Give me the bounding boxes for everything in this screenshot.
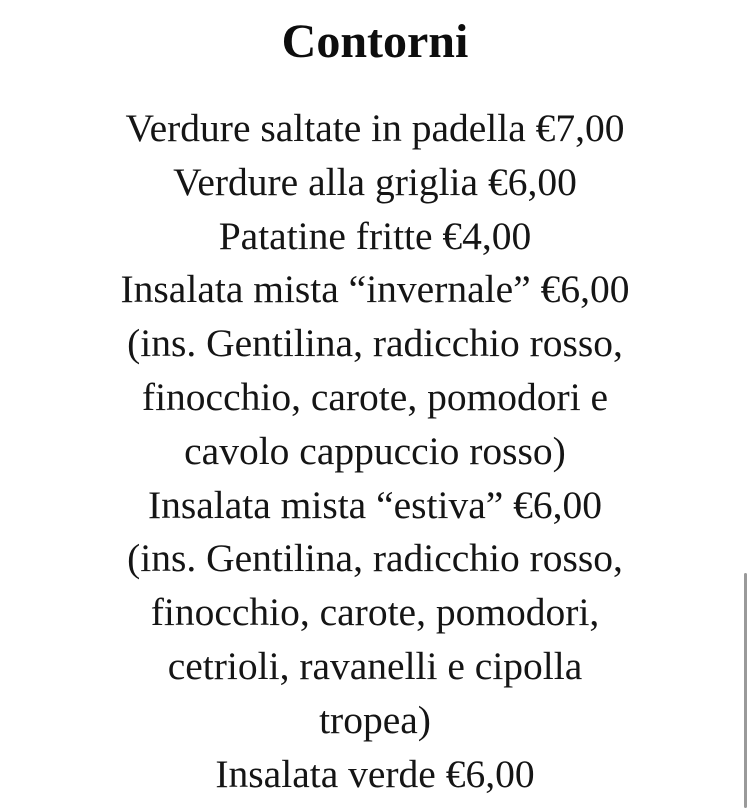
menu-item-insalata-invernale: Insalata mista “invernale” €6,00	[120, 267, 630, 312]
section-title: Contorni	[281, 15, 469, 68]
menu-item-insalata-verde: Insalata verde €6,00	[215, 751, 535, 796]
menu-item-verdure-saltate: Verdure saltate in padella €7,00	[125, 106, 625, 150]
menu-item-verdure-griglia: Verdure alla griglia €6,00	[173, 159, 577, 204]
menu-item-description-line: finocchio, carote, pomodori e	[141, 374, 609, 419]
scrollbar[interactable]	[744, 573, 747, 808]
menu-item-description-line: cavolo cappuccio rosso)	[184, 428, 566, 473]
menu-item-description-line: (ins. Gentilina, radicchio rosso,	[127, 536, 623, 581]
menu-item-description-line: (ins. Gentilina, radicchio rosso,	[127, 321, 623, 366]
menu-item-patatine-fritte: Patatine fritte €4,00	[218, 213, 532, 258]
menu-item-description-line: finocchio, carote, pomodori,	[150, 590, 600, 635]
menu-item-description-line: tropea)	[319, 697, 431, 742]
menu-items	[0, 102, 750, 801]
menu-item-insalata-estiva: Insalata mista “estiva” €6,00	[147, 482, 603, 527]
menu-item-description-line: cetrioli, ravanelli e cipolla	[167, 643, 583, 688]
